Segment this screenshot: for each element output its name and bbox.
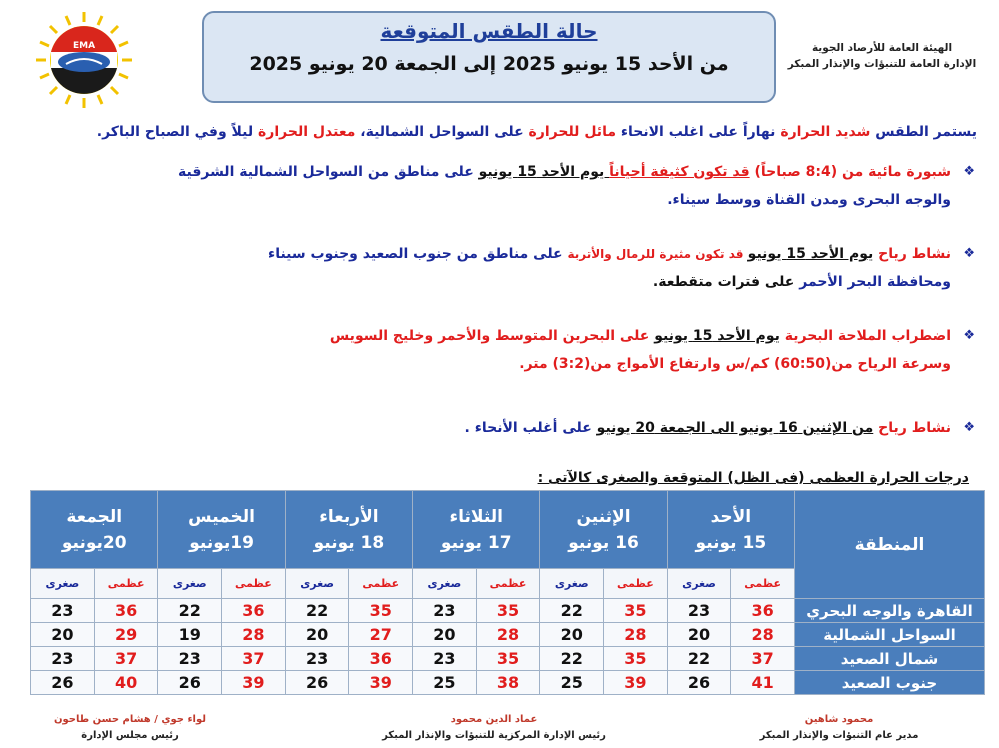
signature-chairman: لواء جوي / هشام حسن طاحون رئيس مجلس الإدارة [53, 714, 207, 741]
bullet-wind-south: ❖ نشاط رياح يوم الأحد 15 يونيو قد تكون مثيرة للرمال والأتربة على مناطق من جنوب الصعيد وجنوب سيناء ومحافظة البحر الأحمر على فترات متقطعة. [17, 240, 977, 296]
general-summary: يستمر الطقس شديد الحرارة نهاراً على اغلب الانحاء مائل للحرارة على السواحل الشمالية، معتدل الحرارة ليلاً وفي الصباح الباكر. [96, 124, 977, 140]
signature-central-director: عماد الدين محمود رئيس الإدارة المركزية للتنبؤات والإنذار المبكر [382, 714, 606, 741]
day-header: الثلاثاء 17 يونيو [413, 491, 540, 569]
organization-header [777, 40, 987, 72]
diamond-bullet-icon: ❖ [963, 420, 975, 435]
table-subheader-row: عظمى صغرى عظمى صغرى عظمى صغرى عظمى صغرى عظمى صغرى عظمى صغرى [31, 569, 985, 599]
table-row: جنوب الصعيد 41 26 39 25 38 25 39 26 39 26 40 26 [31, 671, 985, 695]
table-header-row [31, 491, 985, 569]
org-name: الهيئة العامة للأرصاد الجوية [811, 42, 953, 54]
diamond-bullet-icon: ❖ [963, 328, 975, 343]
table-row: القاهرة والوجه البحري 36 23 35 22 35 23 35 22 36 22 36 23 [31, 599, 985, 623]
day-header: الأحد 15 يونيو [667, 491, 794, 569]
diamond-bullet-icon: ❖ [963, 246, 975, 261]
day-header: الجمعة 20يونيو [31, 491, 158, 569]
temperature-table [30, 490, 985, 695]
ema-logo [28, 10, 140, 110]
logo-text: EMA [72, 41, 96, 51]
bullet-marine: ❖ اضطراب الملاحة البحرية يوم الأحد 15 يونيو على البحرين المتوسط والأحمر وخليج السويس وسرعة الرياح من(60:50) كم/س وارتفاع الأمواج من(3:2) متر. [17, 322, 977, 378]
title-box [202, 11, 776, 103]
day-header: الخميس 19يونيو [158, 491, 285, 569]
day-header: الأربعاء 18 يونيو [285, 491, 412, 569]
page-title: حالة الطقس المتوقعة [380, 19, 598, 43]
diamond-bullet-icon: ❖ [963, 164, 975, 179]
table-row: السواحل الشمالية 28 20 28 20 28 20 27 20 28 19 29 20 [31, 623, 985, 647]
region-header: المنطقة [795, 491, 985, 599]
org-department: الإدارة العامة للتنبؤات والإنذار المبكر [787, 58, 977, 70]
bullet-fog: ❖ شبورة مائية من (8:4 صباحاً) قد تكون كثيفة أحياناً يوم الأحد 15 يونيو على مناطق من السواحل الشمالية الشرقية والوجه البحرى ومدن القناة ووسط سيناء. [17, 158, 977, 214]
day-header: الإثنين 16 يونيو [540, 491, 667, 569]
forecast-period: من الأحد 15 يونيو 2025 إلى الجمعة 20 يونيو 2025 [249, 53, 729, 75]
signature-forecast-director: محمود شاهين مدير عام التنبؤات والإنذار المبكر [759, 714, 919, 741]
bullet-wind-all: ❖ نشاط رياح من الإثنين 16 يونيو الى الجمعة 20 يونيو على أغلب الأنحاء . [17, 414, 977, 442]
table-row: شمال الصعيد 37 22 35 22 35 23 36 23 37 23 37 23 [31, 647, 985, 671]
temperatures-heading: درجات الحرارة العظمى (فى الظل) المتوقعة والصغرى كالآتى : [537, 470, 969, 486]
